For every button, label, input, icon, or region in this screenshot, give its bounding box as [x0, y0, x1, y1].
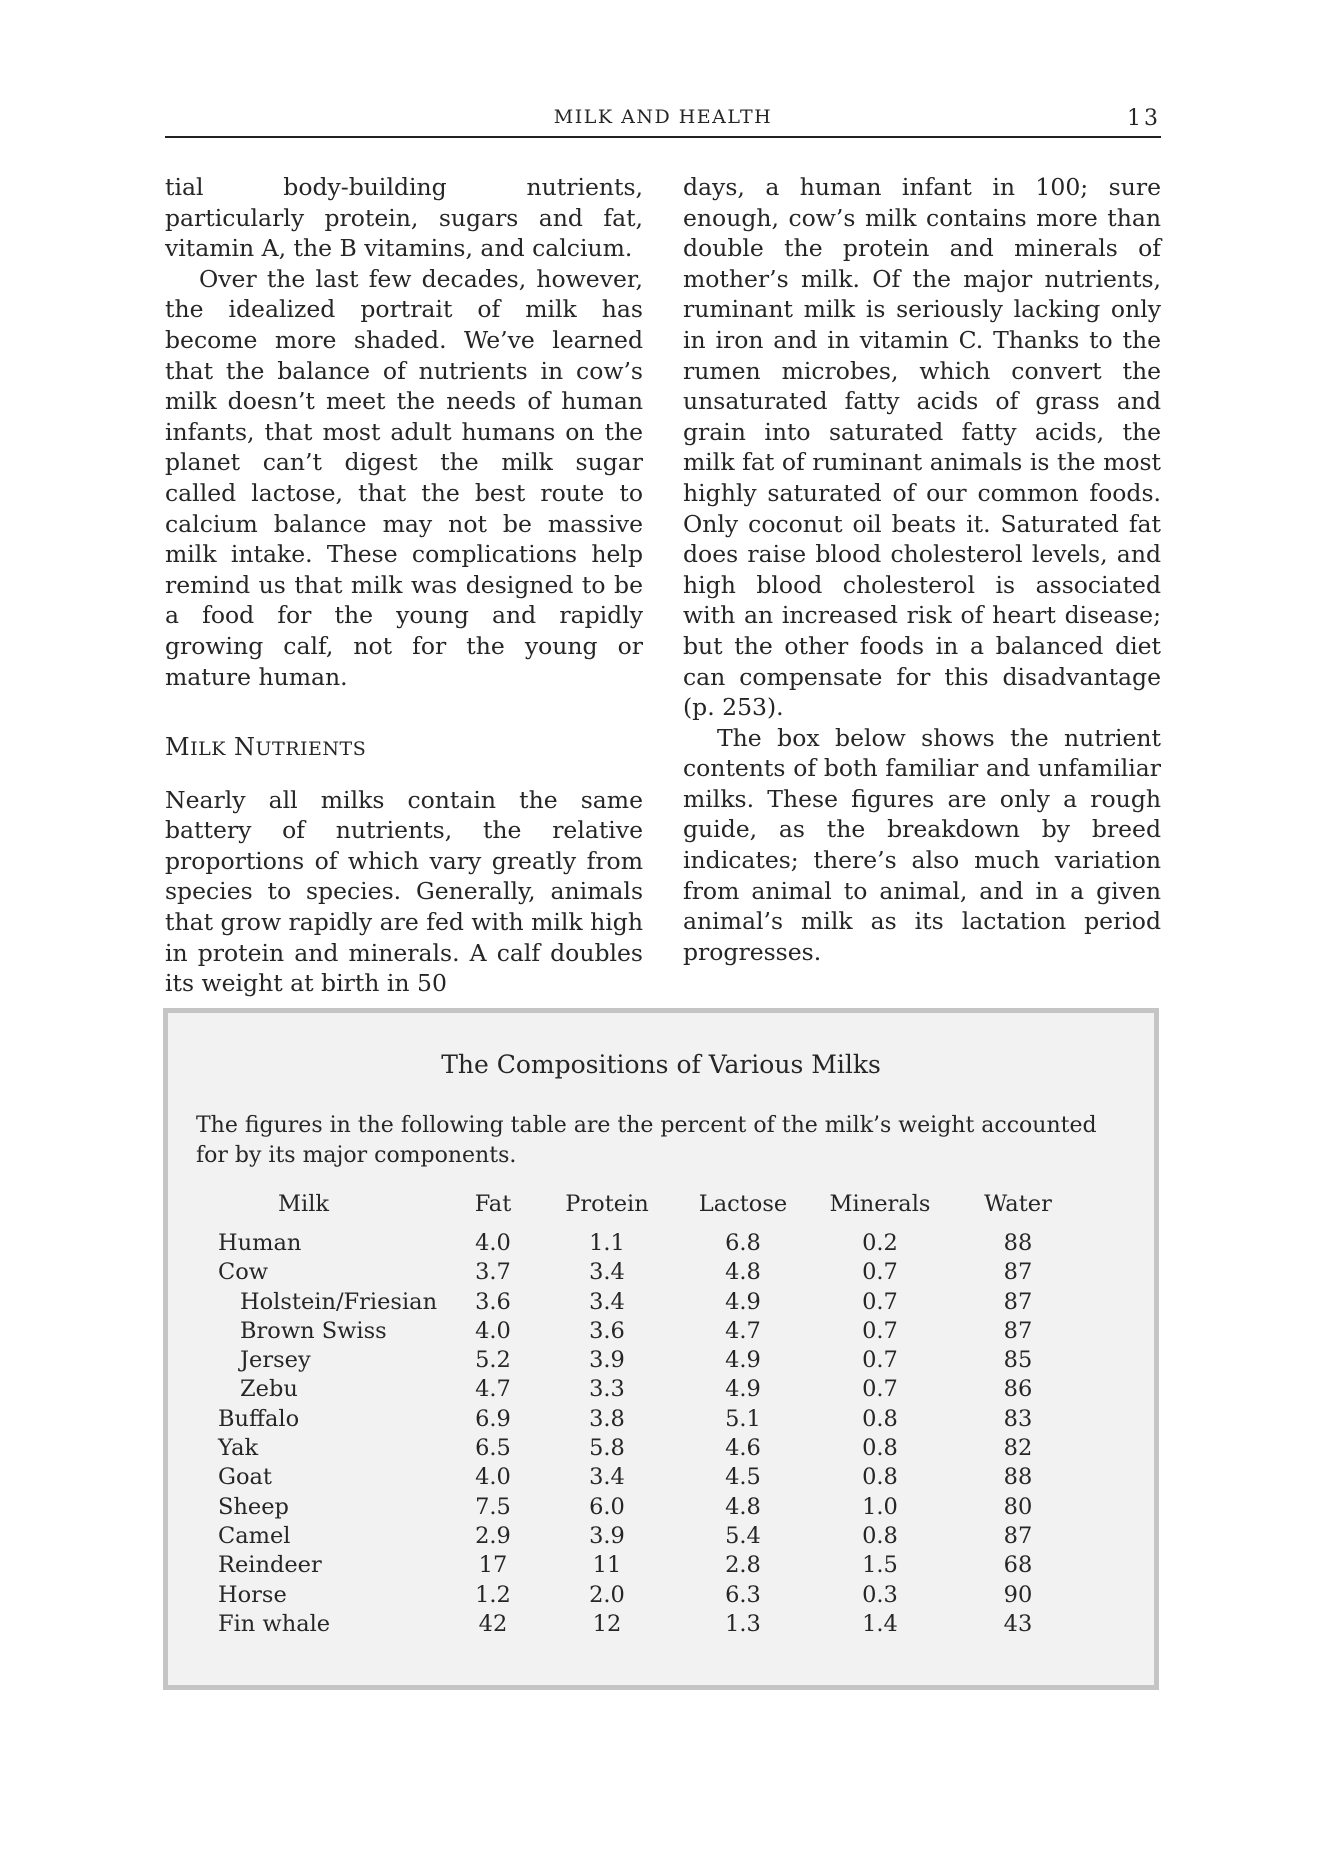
- milk-name-cell: Jersey: [240, 1347, 311, 1374]
- minerals-cell: 0.8: [862, 1522, 898, 1549]
- table-row: [218, 1463, 1076, 1492]
- lactose-cell: 4.5: [725, 1464, 761, 1491]
- fat-cell: 4.0: [475, 1230, 511, 1256]
- right-column: [683, 172, 1161, 967]
- table-row: [218, 1610, 1076, 1639]
- fat-cell: 1.2: [475, 1581, 511, 1608]
- minerals-cell: 0.7: [862, 1259, 898, 1286]
- column-header: Minerals: [829, 1191, 931, 1217]
- minerals-cell: 1.4: [862, 1610, 898, 1637]
- water-cell: 88: [1003, 1230, 1033, 1256]
- lactose-cell: 5.4: [725, 1522, 761, 1549]
- minerals-cell: 0.7: [862, 1317, 898, 1344]
- fat-cell: 6.5: [475, 1435, 511, 1462]
- milk-name-cell: Fin whale: [218, 1610, 331, 1637]
- table-row: [218, 1581, 1076, 1610]
- protein-cell: 3.9: [589, 1347, 625, 1374]
- heading-smallcaps: ILK: [190, 738, 226, 761]
- minerals-cell: 0.8: [862, 1464, 898, 1491]
- box-intro: The figures in the following table are the percent of the milk’s weight accounted for by its major components.: [196, 1113, 1097, 1168]
- table-row: [218, 1258, 1076, 1287]
- milk-name-cell: Human: [218, 1230, 302, 1256]
- table-row: [218, 1288, 1076, 1317]
- protein-cell: 3.3: [589, 1376, 625, 1403]
- milk-name-cell: Zebu: [240, 1376, 298, 1403]
- table-header-row: [218, 1191, 1076, 1229]
- protein-cell: 3.4: [589, 1288, 625, 1315]
- minerals-cell: 0.7: [862, 1376, 898, 1403]
- lactose-cell: 4.9: [725, 1347, 761, 1374]
- lactose-cell: 2.8: [725, 1552, 761, 1579]
- milk-name-cell: Camel: [218, 1522, 291, 1549]
- milk-name-cell: Holstein/Friesian: [240, 1288, 438, 1315]
- water-cell: 83: [1003, 1405, 1033, 1432]
- minerals-cell: 0.8: [862, 1435, 898, 1462]
- water-cell: 87: [1003, 1317, 1033, 1344]
- water-cell: 87: [1003, 1259, 1033, 1286]
- fat-cell: 3.6: [475, 1288, 511, 1315]
- protein-cell: 3.6: [589, 1317, 625, 1344]
- running-title: MILK AND HEALTH: [553, 106, 773, 128]
- left-column: [165, 172, 643, 999]
- milk-name-cell: Cow: [218, 1259, 269, 1286]
- lactose-cell: 1.3: [725, 1610, 761, 1637]
- fat-cell: 4.0: [475, 1317, 511, 1344]
- minerals-cell: 0.7: [862, 1288, 898, 1315]
- table-row: [218, 1522, 1076, 1551]
- milk-name-cell: Goat: [218, 1464, 272, 1491]
- lactose-cell: 4.6: [725, 1435, 761, 1462]
- paragraph: Over the last few decades, however, the idealized portrait of milk has become more shaded. We’ve learned that the balance of nutrients in cow’s milk doesn’t meet the needs of human infants, that most adult humans on the planet can’t digest the milk sugar called lactose, that the best route to calcium balance may not be massive milk intake. These complications help remind us that milk was designed to be a food for the young and rapidly growing calf, not for the young or mature human.: [165, 264, 643, 691]
- minerals-cell: 0.2: [862, 1230, 898, 1256]
- table-row: [218, 1346, 1076, 1375]
- minerals-cell: 0.3: [862, 1581, 898, 1608]
- fat-cell: 7.5: [475, 1493, 511, 1520]
- water-cell: 68: [1003, 1552, 1033, 1579]
- milk-name-cell: Sheep: [218, 1493, 289, 1520]
- lactose-cell: 6.8: [725, 1230, 761, 1256]
- column-header: Water: [984, 1191, 1052, 1217]
- column-header: Lactose: [698, 1191, 788, 1217]
- water-cell: 88: [1003, 1464, 1033, 1491]
- protein-cell: 12: [592, 1610, 622, 1637]
- fat-cell: 17: [478, 1552, 508, 1579]
- minerals-cell: 1.0: [862, 1493, 898, 1520]
- table-row: [218, 1317, 1076, 1346]
- protein-cell: 3.8: [589, 1405, 625, 1432]
- water-cell: 80: [1003, 1493, 1033, 1520]
- heading-smallcaps: UTRIENTS: [255, 738, 367, 761]
- paragraph: The box below shows the nutrient contents of both familiar and unfamiliar milks. These figures are only a rough guide, as the breakdown by breed indicates; there’s also much variation from animal to animal, and in a given animal’s milk as its lactation period progresses.: [683, 723, 1161, 966]
- minerals-cell: 1.5: [862, 1552, 898, 1579]
- water-cell: 85: [1003, 1347, 1033, 1374]
- fat-cell: 42: [478, 1610, 508, 1637]
- table-row: [218, 1405, 1076, 1434]
- protein-cell: 11: [592, 1552, 622, 1579]
- water-cell: 87: [1003, 1522, 1033, 1549]
- column-header: Fat: [474, 1191, 512, 1217]
- protein-cell: 3.9: [589, 1522, 625, 1549]
- column-header: Milk: [278, 1191, 330, 1217]
- lactose-cell: 4.8: [725, 1259, 761, 1286]
- milk-composition-table: [218, 1191, 1076, 1639]
- table-row: [218, 1493, 1076, 1522]
- protein-cell: 1.1: [589, 1230, 625, 1256]
- table-row: [218, 1551, 1076, 1580]
- water-cell: 87: [1003, 1288, 1033, 1315]
- lactose-cell: 6.3: [725, 1581, 761, 1608]
- heading-initial: N: [234, 733, 256, 762]
- fat-cell: 3.7: [475, 1259, 511, 1286]
- table-row: [218, 1375, 1076, 1404]
- protein-cell: 6.0: [589, 1493, 625, 1520]
- lactose-cell: 4.7: [725, 1317, 761, 1344]
- paragraph: tial body-building nutrients, particularly protein, sugars and fat, vitamin A, the B vitamins, and calcium.: [165, 173, 643, 263]
- table-row: [218, 1434, 1076, 1463]
- fat-cell: 2.9: [475, 1522, 511, 1549]
- milk-composition-box: [163, 1008, 1159, 1690]
- lactose-cell: 4.9: [725, 1376, 761, 1403]
- water-cell: 43: [1003, 1610, 1033, 1637]
- running-head: [165, 104, 1161, 138]
- fat-cell: 4.0: [475, 1464, 511, 1491]
- fat-cell: 4.7: [475, 1376, 511, 1403]
- protein-cell: 3.4: [589, 1464, 625, 1491]
- minerals-cell: 0.8: [862, 1405, 898, 1432]
- fat-cell: 5.2: [475, 1347, 511, 1374]
- column-header: Protein: [565, 1191, 649, 1217]
- minerals-cell: 0.7: [862, 1347, 898, 1374]
- section-heading: [165, 732, 643, 765]
- milk-name-cell: Reindeer: [218, 1552, 322, 1579]
- lactose-cell: 4.8: [725, 1493, 761, 1520]
- water-cell: 86: [1003, 1376, 1033, 1403]
- water-cell: 90: [1003, 1581, 1033, 1608]
- milk-name-cell: Buffalo: [218, 1405, 300, 1432]
- lactose-cell: 4.9: [725, 1288, 761, 1315]
- box-title: The Compositions of Various Milks: [441, 1050, 881, 1079]
- milk-name-cell: Yak: [218, 1435, 259, 1462]
- milk-name-cell: Brown Swiss: [240, 1317, 387, 1344]
- protein-cell: 5.8: [589, 1435, 625, 1462]
- paragraph: days, a human infant in 100; sure enough, cow’s milk contains more than double the protein and minerals of mother’s milk. Of the major nutrients, ruminant milk is seriously lacking only in iron and in vitamin C. Thanks to the rumen microbes, which convert the unsaturated fatty acids of grass and grain into saturated fatty acids, the milk fat of ruminant animals is the most highly saturated of our common foods. Only coconut oil beats it. Saturated fat does raise blood cholesterol levels, and high blood cholesterol is associated with an increased risk of heart disease; but the other foods in a balanced diet can compensate for this disadvantage (p. 253).: [683, 173, 1161, 722]
- heading-initial: M: [165, 733, 191, 762]
- milk-name-cell: Horse: [218, 1581, 287, 1608]
- page-number: 13: [1127, 106, 1161, 131]
- protein-cell: 2.0: [589, 1581, 625, 1608]
- lactose-cell: 5.1: [725, 1405, 761, 1432]
- water-cell: 82: [1003, 1435, 1033, 1462]
- table-row: [218, 1229, 1076, 1258]
- fat-cell: 6.9: [475, 1405, 511, 1432]
- paragraph: Nearly all milks contain the same battery of nutrients, the relative proportions of which vary greatly from species to species. Generally, animals that grow rapidly are fed with milk high in protein and minerals. A calf doubles its weight at birth in 50: [165, 785, 643, 998]
- protein-cell: 3.4: [589, 1259, 625, 1286]
